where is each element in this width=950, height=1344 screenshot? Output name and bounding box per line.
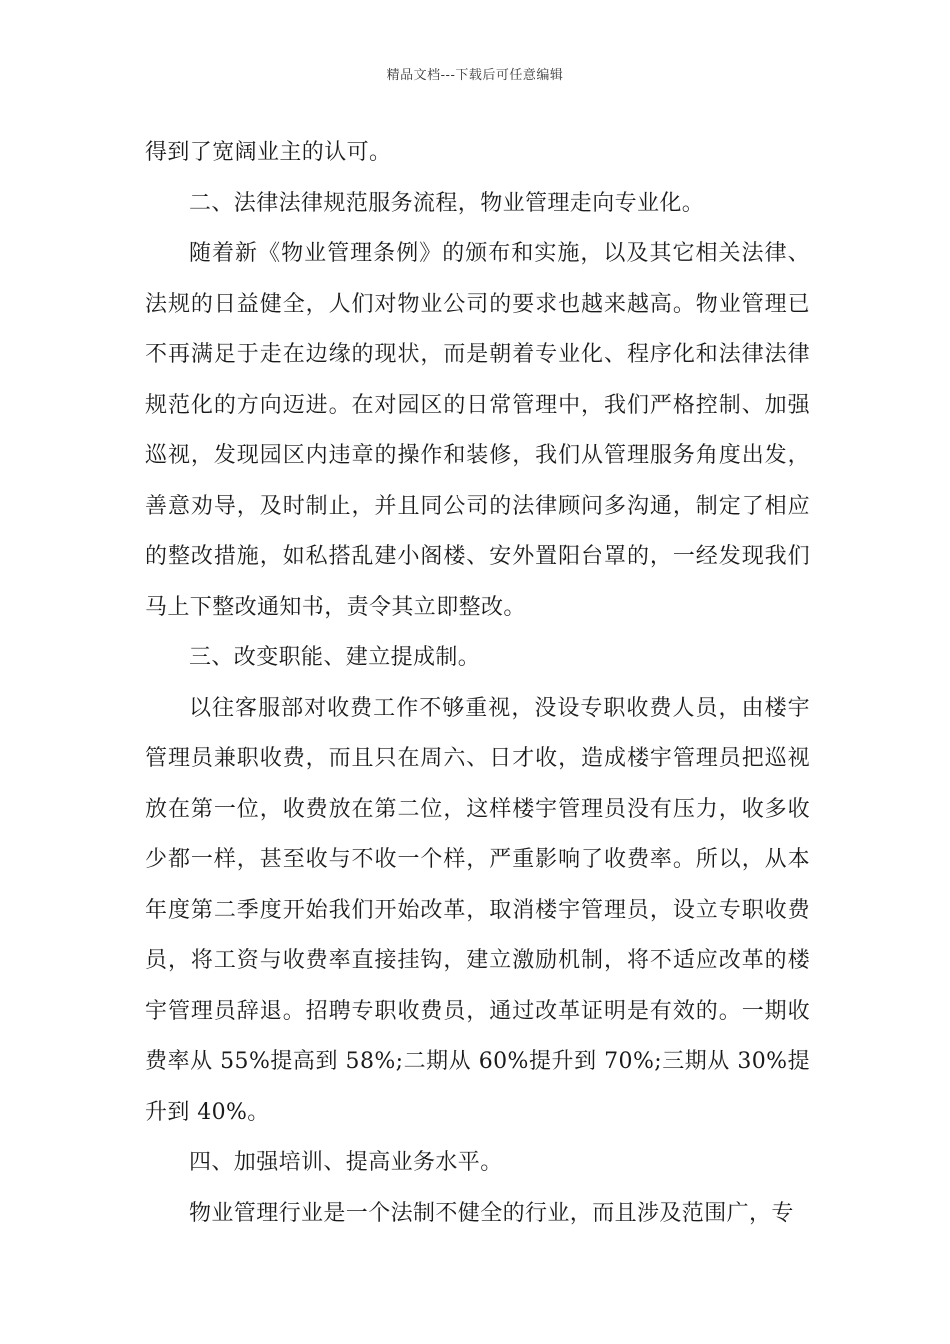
paragraph-continuation: 得到了宽阔业主的认可。	[145, 140, 392, 165]
document-body	[145, 128, 810, 1239]
section-heading-3: 三、改变职能、建立提成制。	[189, 645, 481, 670]
section-heading-4: 四、加强培训、提高业务水平。	[189, 1150, 503, 1175]
paragraph-training: 物业管理行业是一个法制不健全的行业，而且涉及范围广，专	[189, 1200, 794, 1226]
paragraph-regulations: 随着新《物业管理条例》的颁布和实施，以及其它相关法律、法规的日益健全，人们对物业公司的要求也越来越高。物业管理已不再满足于走在边缘的现状，而是朝着专业化、程序化和法律法律规范化的方向迈进。在对园区的日常管理中，我们严格控制、加强巡视，发现园区内违章的操作和装修，我们从管理服务角度出发，善意劝导，及时制止，并且同公司的法律顾问多沟通，制定了相应的整改措施，如私搭乱建小阁楼、安外置阳台罩的，一经发现我们马上下整改通知书，责令其立即整改。	[145, 241, 810, 620]
section-heading-2: 二、法律法律规范服务流程，物业管理走向专业化。	[189, 190, 705, 216]
paragraph-fee-collection: 以往客服部对收费工作不够重视，没设专职收费人员，由楼宇管理员兼职收费，而且只在周六、日才收，造成楼宇管理员把巡视放在第一位，收费放在第二位，这样楼宇管理员没有压力，收多收少都一样，甚至收与不收一个样，严重影响了收费率。所以，从本年度第二季度开始我们开始改革，取消楼宇管理员，设立专职收费员，将工资与收费率直接挂钩，建立激励机制，将不适应改革的楼宇管理员辞退。招聘专职收费员，通过改革证明是有效的。一期收费率从 55%提高到 58%;二期从 60%提升到 70%;三期从 30%提升到 40%。	[145, 695, 810, 1125]
page-header: 精品文档---下载后可任意编辑	[386, 68, 564, 83]
